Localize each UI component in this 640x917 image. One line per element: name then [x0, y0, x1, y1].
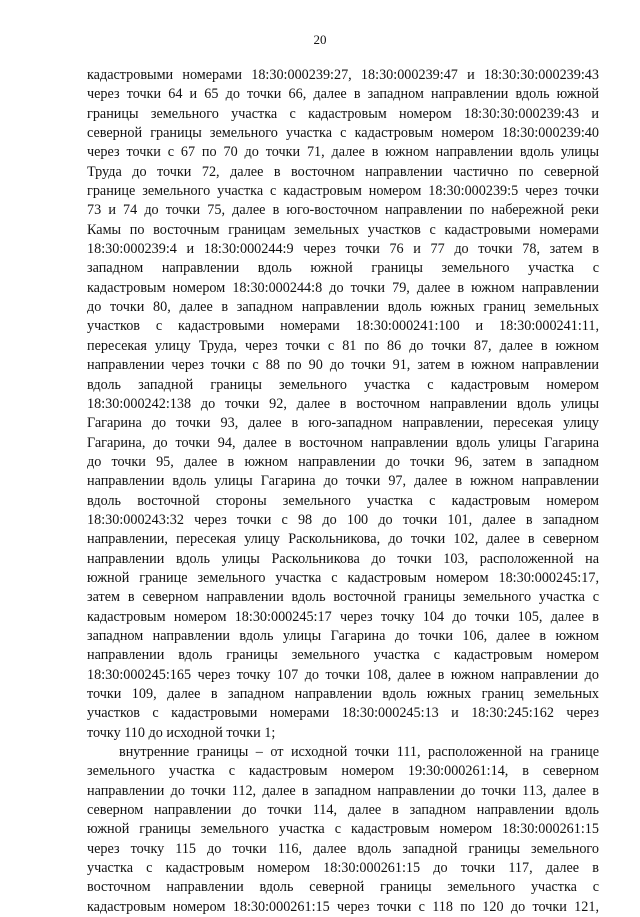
page-number: 20	[313, 32, 327, 47]
text-line: южной границе земельного участка с кадастровым номером 18:30:000245:17,	[87, 569, 599, 586]
text-line: направлении вдоль границы земельного участка с кадастровым номером	[87, 647, 599, 664]
text-line: до точки 80, далее в западном направлении вдоль южных границ земельных	[87, 299, 599, 316]
text-line: кадастровым номером 18:30:000244:8 до точки 79, далее в южном направлении	[87, 279, 599, 296]
text-line: участка с кадастровым номером 18:30:000261:15 до точки 117, далее в	[87, 860, 599, 877]
text-line: направлении до точки 112, далее в западном направлении до точки 113, далее в	[87, 782, 599, 799]
text-line: вдоль западной границы земельного участка с кадастровым номером	[87, 376, 599, 393]
text-line: через точки с 67 по 70 до точки 71, далее в южном направлении вдоль улицы	[87, 144, 599, 161]
text-line: Труда до точки 72, далее в восточном направлении частично по северной	[87, 163, 599, 180]
text-line: направлении вдоль улицы Раскольникова до точки 103, расположенной на	[87, 550, 599, 567]
text-line: Камы по восточным границам земельных участков с кадастровыми номерами	[87, 221, 599, 238]
text-line: Гагарина, до точки 94, далее в восточном направлении вдоль улицы Гагарина	[87, 434, 599, 451]
text-line: затем в северном направлении вдоль восточной границы земельного участка с	[87, 589, 599, 606]
text-line: кадастровым номером 18:30:000261:15 через точки с 118 по 120 до точки 121,	[87, 898, 599, 915]
text-line: точки 109, далее в западном направлении вдоль южных границ земельных	[87, 686, 599, 702]
document-body	[87, 66, 599, 917]
text-line: восточном направлении вдоль северной границы земельного участка с	[87, 879, 599, 896]
text-line: 18:30:000239:4 и 18:30:000244:9 через точки 76 и 77 до точки 78, затем в	[87, 241, 599, 258]
text-line: внутренние границы – от исходной точки 111, расположенной на границе	[119, 744, 599, 761]
text-line: пересекая улицу Труда, через точки с 81 по 86 до точки 87, далее в южном	[87, 337, 599, 354]
text-line: кадастровыми номерами 18:30:000239:27, 18:30:000239:47 и 18:30:30:000239:43	[87, 67, 599, 83]
text-line: границы земельного участка с кадастровым номером 18:30:30:000239:43 и	[87, 105, 599, 122]
text-line: 18:30:000242:138 до точки 92, далее в восточном направлении вдоль улицы	[87, 395, 599, 412]
text-line: через точки 64 и 65 до точки 66, далее в западном направлении вдоль южной	[87, 86, 599, 103]
text-line: точку 110 до исходной точки 1;	[87, 724, 276, 741]
text-line: западном направлении вдоль улицы Гагарина до точки 106, далее в южном	[87, 627, 599, 644]
text-line: 18:30:000243:32 через точки с 98 до 100 до точки 101, далее в западном	[87, 511, 599, 528]
text-line: до точки 95, далее в южном направлении до точки 96, затем в западном	[87, 453, 599, 470]
text-line: кадастровым номером 18:30:000245:17 через точку 104 до точки 105, далее в	[87, 608, 599, 625]
text-line: северной границы земельного участка с кадастровым номером 18:30:000239:40	[87, 125, 599, 142]
text-line: Гагарина до точки 93, далее в юго-западном направлении, пересекая улицу	[87, 415, 599, 432]
text-line: направлении через точки с 88 по 90 до точки 91, затем в южном направлении	[87, 357, 599, 374]
text-line: границе земельного участка с кадастровым номером 18:30:000239:5 через точки	[87, 183, 599, 200]
text-line: 18:30:000245:165 через точку 107 до точки 108, далее в южном направлении до	[87, 666, 599, 683]
text-line: направлении, пересекая улицу Раскольникова, до точки 102, далее в северном	[87, 531, 599, 548]
text-line: направлении вдоль улицы Гагарина до точки 97, далее в южном направлении	[87, 473, 599, 490]
text-line: южной границы земельного участка с кадастровым номером 18:30:000261:15	[87, 821, 599, 838]
text-line: 73 и 74 до точки 75, далее в юго-восточном направлении по набережной реки	[87, 202, 599, 219]
text-line: земельного участка с кадастровым номером 19:30:000261:14, в северном	[87, 763, 599, 780]
text-line: западном направлении вдоль южной границы земельного участка с	[87, 260, 599, 277]
text-line: через точку 115 до точки 116, далее вдоль западной границы земельного	[87, 840, 599, 857]
text-line: северном направлении до точки 114, далее в западном направлении вдоль	[87, 802, 599, 819]
text-line: участков с кадастровыми номерами 18:30:000245:13 и 18:30:245:162 через	[87, 705, 599, 722]
text-line: участков с кадастровыми номерами 18:30:000241:100 и 18:30:000241:11,	[87, 318, 599, 335]
text-line: вдоль восточной стороны земельного участка с кадастровым номером	[87, 492, 599, 509]
